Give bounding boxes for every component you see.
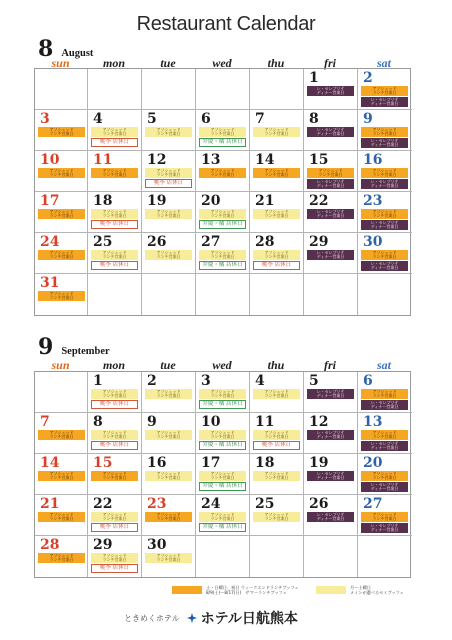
day-number: 14 [255, 152, 275, 168]
month-number: 9 [38, 334, 54, 360]
day-cell [304, 233, 358, 274]
schedule-tag-yellow: アソシェッド ランチ営業日 [253, 471, 300, 481]
day-number: 9 [147, 414, 157, 430]
day-cell [88, 151, 142, 192]
day-cell [196, 69, 250, 110]
schedule-tag-orange: アソシェッド ランチ営業日 [38, 250, 85, 260]
weekday-fri: fri [324, 56, 336, 70]
weekday-fri: fri [324, 358, 336, 372]
day-cell [88, 495, 142, 536]
day-cell [142, 151, 196, 192]
legend-text-weekday: 月～土曜日 メインが選べるセミブッフェ [350, 585, 404, 595]
schedule-tag-orange: アソシェッド ランチ営業日 [38, 471, 85, 481]
legend-text-weekend: 土・日曜日、祝日 ウィークエンドランチブッフェ 8/9(土)～8/17(日) サマーランチブッフェ [206, 585, 299, 595]
page-title: Restaurant Calendar [136, 13, 316, 35]
schedule-tag-orange: アソシェッド ランチ営業日 [361, 86, 408, 96]
day-number: 13 [201, 152, 221, 168]
day-number: 30 [363, 234, 383, 250]
day-number: 27 [201, 234, 221, 250]
day-cell [35, 69, 88, 110]
day-number: 28 [255, 234, 275, 250]
day-number: 18 [93, 193, 113, 209]
day-cell [196, 413, 250, 454]
day-cell [35, 495, 88, 536]
schedule-tag-bento: 弁慶・橘 店休日 [199, 441, 246, 450]
day-cell [196, 372, 250, 413]
weekday-sat: sat [376, 358, 391, 372]
day-number: 14 [40, 455, 60, 471]
schedule-tag-orange: アソシェッド ランチ営業日 [38, 168, 85, 178]
schedule-tag-purple: レ・セレブリテ ディナー営業日 [307, 209, 354, 219]
day-number: 9 [363, 111, 373, 127]
schedule-tag-orange: アソシェッド ランチ営業日 [38, 209, 85, 219]
day-cell [358, 69, 412, 110]
day-cell [250, 110, 304, 151]
day-number: 25 [93, 234, 113, 250]
day-cell [142, 495, 196, 536]
day-number: 30 [147, 537, 167, 553]
day-number: 21 [40, 496, 60, 512]
day-cell [250, 233, 304, 274]
schedule-tag-orange: アソシェッド ランチ営業日 [91, 471, 138, 481]
schedule-tag-orange: アソシェッド ランチ営業日 [91, 168, 138, 178]
day-number: 2 [363, 70, 373, 86]
day-cell [358, 454, 412, 495]
day-cell [142, 192, 196, 233]
schedule-tag-yellow: アソシェッド ランチ営業日 [199, 430, 246, 440]
day-cell [196, 110, 250, 151]
day-cell [142, 274, 196, 315]
schedule-tag-orange: アソシェッド ランチ営業日 [145, 512, 192, 522]
month-grid [34, 68, 411, 316]
weekday-mon: mon [102, 56, 125, 70]
schedule-tag-rest: 桃李 店休日 [91, 400, 138, 409]
day-number: 12 [147, 152, 167, 168]
schedule-tag-purple: レ・セレブリテ ディナー営業日 [361, 523, 408, 533]
schedule-tag-rest: 桃李 店休日 [145, 179, 192, 188]
day-cell [250, 454, 304, 495]
schedule-tag-bento: 弁慶・橘 店休日 [199, 523, 246, 532]
day-number: 26 [309, 496, 329, 512]
day-number: 8 [93, 414, 103, 430]
day-number: 23 [363, 193, 383, 209]
schedule-tag-purple: レ・セレブリテ ディナー営業日 [307, 471, 354, 481]
day-number: 7 [255, 111, 265, 127]
schedule-tag-bento: 弁慶・橘 店休日 [199, 261, 246, 270]
day-cell [88, 413, 142, 454]
day-cell [142, 233, 196, 274]
day-cell [250, 536, 304, 577]
schedule-tag-bento: 弁慶・橘 店休日 [199, 138, 246, 147]
schedule-tag-orange: アソシェッド ランチ営業日 [361, 389, 408, 399]
day-cell [250, 192, 304, 233]
day-cell [142, 454, 196, 495]
schedule-tag-purple: レ・セレブリテ ディナー営業日 [361, 261, 408, 271]
day-number: 19 [309, 455, 329, 471]
day-number: 8 [309, 111, 319, 127]
day-number: 19 [147, 193, 167, 209]
weekday-mon: mon [102, 358, 125, 372]
day-number: 1 [93, 373, 103, 389]
schedule-tag-purple: レ・セレブリテ ディナー営業日 [307, 250, 354, 260]
schedule-tag-yellow: アソシェッド ランチ営業日 [91, 127, 138, 137]
day-number: 7 [40, 414, 50, 430]
day-cell [358, 151, 412, 192]
schedule-tag-yellow: アソシェッド ランチ営業日 [145, 553, 192, 563]
day-cell [250, 151, 304, 192]
month-name: August [61, 48, 94, 59]
schedule-tag-orange: アソシェッド ランチ営業日 [38, 127, 85, 137]
day-cell [304, 274, 358, 315]
schedule-tag-orange: アソシェッド ランチ営業日 [253, 168, 300, 178]
schedule-tag-orange: アソシェッド ランチ営業日 [361, 471, 408, 481]
footer [124, 606, 354, 630]
day-number: 17 [201, 455, 221, 471]
weekday-thu: thu [267, 358, 285, 372]
schedule-tag-yellow: アソシェッド ランチ営業日 [199, 209, 246, 219]
day-cell [88, 274, 142, 315]
day-cell [35, 151, 88, 192]
weekday-tue: tue [160, 56, 176, 70]
schedule-tag-yellow: アソシェッド ランチ営業日 [253, 250, 300, 260]
day-cell [304, 372, 358, 413]
day-cell [196, 454, 250, 495]
schedule-tag-purple: レ・セレブリテ ディナー営業日 [307, 389, 354, 399]
day-cell [250, 413, 304, 454]
day-cell [88, 192, 142, 233]
day-cell [142, 413, 196, 454]
schedule-tag-orange: アソシェッド ランチ営業日 [361, 512, 408, 522]
schedule-tag-yellow: アソシェッド ランチ営業日 [253, 209, 300, 219]
day-number: 23 [147, 496, 167, 512]
schedule-tag-orange: アソシェッド ランチ営業日 [361, 168, 408, 178]
weekday-wed: wed [212, 358, 232, 372]
day-cell [358, 495, 412, 536]
day-number: 20 [363, 455, 383, 471]
schedule-tag-yellow: アソシェッド ランチ営業日 [91, 512, 138, 522]
day-cell [304, 192, 358, 233]
day-cell [304, 110, 358, 151]
weekday-header [34, 358, 411, 372]
day-cell [304, 151, 358, 192]
day-number: 10 [201, 414, 221, 430]
day-cell [35, 413, 88, 454]
schedule-tag-purple: レ・セレブリテ ディナー営業日 [361, 482, 408, 492]
schedule-tag-bento: 弁慶・橘 店休日 [199, 482, 246, 491]
schedule-tag-bento: 弁慶・橘 店休日 [199, 220, 246, 229]
day-cell [88, 69, 142, 110]
day-cell [250, 372, 304, 413]
day-cell [250, 495, 304, 536]
schedule-tag-yellow: アソシェッド ランチ営業日 [145, 389, 192, 399]
month-number: 8 [38, 36, 54, 62]
day-number: 25 [255, 496, 275, 512]
legend-swatch-yellow [316, 586, 346, 594]
day-cell [142, 536, 196, 577]
day-cell [304, 69, 358, 110]
schedule-tag-yellow: アソシェッド ランチ営業日 [91, 209, 138, 219]
day-cell [35, 274, 88, 315]
month-grid [34, 371, 411, 578]
schedule-tag-purple: レ・セレブリテ ディナー営業日 [361, 179, 408, 189]
day-cell [88, 372, 142, 413]
schedule-tag-purple: レ・セレブリテ ディナー営業日 [361, 400, 408, 410]
day-cell [88, 233, 142, 274]
day-number: 5 [147, 111, 157, 127]
schedule-tag-orange: アソシェッド ランチ営業日 [361, 250, 408, 260]
schedule-tag-yellow: アソシェッド ランチ営業日 [91, 430, 138, 440]
day-cell [88, 110, 142, 151]
schedule-tag-yellow: アソシェッド ランチ営業日 [145, 250, 192, 260]
schedule-tag-purple: レ・セレブリテ ディナー営業日 [307, 430, 354, 440]
day-cell [35, 454, 88, 495]
day-number: 16 [147, 455, 167, 471]
schedule-tag-rest: 桃李 店休日 [91, 564, 138, 573]
schedule-tag-orange: アソシェッド ランチ営業日 [199, 168, 246, 178]
day-number: 15 [309, 152, 329, 168]
day-number: 15 [93, 455, 113, 471]
schedule-tag-yellow: アソシェッド ランチ営業日 [91, 553, 138, 563]
day-cell [250, 274, 304, 315]
schedule-tag-rest: 桃李 店休日 [253, 441, 300, 450]
schedule-tag-yellow: アソシェッド ランチ営業日 [253, 512, 300, 522]
day-number: 1 [309, 70, 319, 86]
schedule-tag-rest: 桃李 店休日 [91, 523, 138, 532]
day-number: 26 [147, 234, 167, 250]
day-cell [196, 536, 250, 577]
day-number: 4 [255, 373, 265, 389]
day-number: 24 [201, 496, 221, 512]
day-number: 27 [363, 496, 383, 512]
day-cell [196, 274, 250, 315]
schedule-tag-rest: 桃李 店休日 [91, 220, 138, 229]
schedule-tag-yellow: アソシェッド ランチ営業日 [91, 250, 138, 260]
month-heading [38, 334, 110, 360]
schedule-tag-yellow: アソシェッド ランチ営業日 [199, 512, 246, 522]
day-cell [358, 192, 412, 233]
schedule-tag-yellow: アソシェッド ランチ営業日 [91, 389, 138, 399]
day-number: 21 [255, 193, 275, 209]
day-cell [142, 69, 196, 110]
day-cell [196, 495, 250, 536]
day-cell [304, 413, 358, 454]
day-cell [35, 192, 88, 233]
schedule-tag-purple: レ・セレブリテ ディナー営業日 [307, 86, 354, 96]
weekday-thu: thu [267, 56, 285, 70]
schedule-tag-yellow: アソシェッド ランチ営業日 [253, 127, 300, 137]
day-number: 31 [40, 275, 60, 291]
schedule-tag-orange: アソシェッド ランチ営業日 [38, 430, 85, 440]
weekday-tue: tue [160, 358, 176, 372]
schedule-tag-yellow: アソシェッド ランチ営業日 [199, 250, 246, 260]
day-cell [142, 110, 196, 151]
day-number: 5 [309, 373, 319, 389]
day-cell [35, 372, 88, 413]
schedule-tag-purple: レ・セレブリテ ディナー営業日 [361, 441, 408, 451]
schedule-tag-orange: アソシェッド ランチ営業日 [361, 209, 408, 219]
day-number: 24 [40, 234, 60, 250]
month-name: September [61, 346, 110, 357]
schedule-tag-yellow: アソシェッド ランチ営業日 [145, 430, 192, 440]
day-cell [35, 233, 88, 274]
day-number: 22 [93, 496, 113, 512]
schedule-tag-orange: アソシェッド ランチ営業日 [38, 291, 85, 301]
day-cell [358, 372, 412, 413]
day-number: 12 [309, 414, 329, 430]
schedule-tag-yellow: アソシェッド ランチ営業日 [145, 209, 192, 219]
day-number: 17 [40, 193, 60, 209]
day-number: 10 [40, 152, 60, 168]
schedule-tag-purple: レ・セレブリテ ディナー営業日 [307, 512, 354, 522]
day-cell [358, 233, 412, 274]
day-cell [358, 110, 412, 151]
day-number: 3 [201, 373, 211, 389]
schedule-tag-yellow: アソシェッド ランチ営業日 [199, 471, 246, 481]
day-number: 3 [40, 111, 50, 127]
day-cell [35, 110, 88, 151]
schedule-tag-yellow: アソシェッド ランチ営業日 [199, 389, 246, 399]
crane-logo-icon [186, 612, 198, 624]
schedule-tag-rest: 桃李 店休日 [91, 441, 138, 450]
day-cell [358, 413, 412, 454]
schedule-tag-yellow: アソシェッド ランチ営業日 [199, 127, 246, 137]
schedule-tag-purple: レ・セレブリテ ディナー営業日 [361, 97, 408, 107]
schedule-tag-yellow: アソシェッド ランチ営業日 [145, 168, 192, 178]
day-cell [250, 69, 304, 110]
schedule-tag-purple: レ・セレブリテ ディナー営業日 [307, 179, 354, 189]
day-cell [88, 536, 142, 577]
schedule-tag-rest: 桃李 店休日 [91, 261, 138, 270]
day-number: 6 [363, 373, 373, 389]
schedule-tag-rest: 桃李 店休日 [91, 138, 138, 147]
day-cell [196, 233, 250, 274]
day-cell [304, 454, 358, 495]
day-number: 13 [363, 414, 383, 430]
day-number: 4 [93, 111, 103, 127]
schedule-tag-orange: アソシェッド ランチ営業日 [38, 553, 85, 563]
weekday-sat: sat [376, 56, 391, 70]
schedule-tag-purple: レ・セレブリテ ディナー営業日 [307, 127, 354, 137]
schedule-tag-yellow: アソシェッド ランチ営業日 [145, 127, 192, 137]
day-number: 29 [93, 537, 113, 553]
day-cell [142, 372, 196, 413]
day-number: 11 [93, 152, 113, 168]
schedule-tag-yellow: アソシェッド ランチ営業日 [253, 389, 300, 399]
day-number: 20 [201, 193, 221, 209]
day-number: 22 [309, 193, 329, 209]
schedule-tag-orange: アソシェッド ランチ営業日 [307, 168, 354, 178]
day-number: 29 [309, 234, 329, 250]
schedule-tag-purple: レ・セレブリテ ディナー営業日 [361, 138, 408, 148]
day-cell [35, 536, 88, 577]
day-number: 18 [255, 455, 275, 471]
day-cell [304, 495, 358, 536]
day-cell [304, 536, 358, 577]
schedule-tag-orange: アソシェッド ランチ営業日 [361, 430, 408, 440]
day-cell [196, 151, 250, 192]
schedule-tag-yellow: アソシェッド ランチ営業日 [253, 430, 300, 440]
schedule-tag-orange: アソシェッド ランチ営業日 [361, 127, 408, 137]
day-cell [196, 192, 250, 233]
day-number: 6 [201, 111, 211, 127]
weekday-sun: sun [51, 56, 70, 70]
weekday-wed: wed [212, 56, 232, 70]
day-number: 28 [40, 537, 60, 553]
schedule-tag-orange: アソシェッド ランチ営業日 [38, 512, 85, 522]
legend-swatch-orange [172, 586, 202, 594]
footer-tagline: ときめくホテル [124, 613, 180, 623]
day-cell [358, 536, 412, 577]
day-number: 11 [255, 414, 275, 430]
schedule-tag-yellow: アソシェッド ランチ営業日 [145, 471, 192, 481]
schedule-tag-rest: 桃李 店休日 [253, 261, 300, 270]
day-number: 16 [363, 152, 383, 168]
schedule-tag-bento: 弁慶・橘 店休日 [199, 400, 246, 409]
schedule-tag-purple: レ・セレブリテ ディナー営業日 [361, 220, 408, 230]
footer-hotel-name: ホテル日航熊本 [200, 611, 298, 627]
day-cell [358, 274, 412, 315]
weekday-sun: sun [51, 358, 70, 372]
day-cell [88, 454, 142, 495]
day-number: 2 [147, 373, 157, 389]
